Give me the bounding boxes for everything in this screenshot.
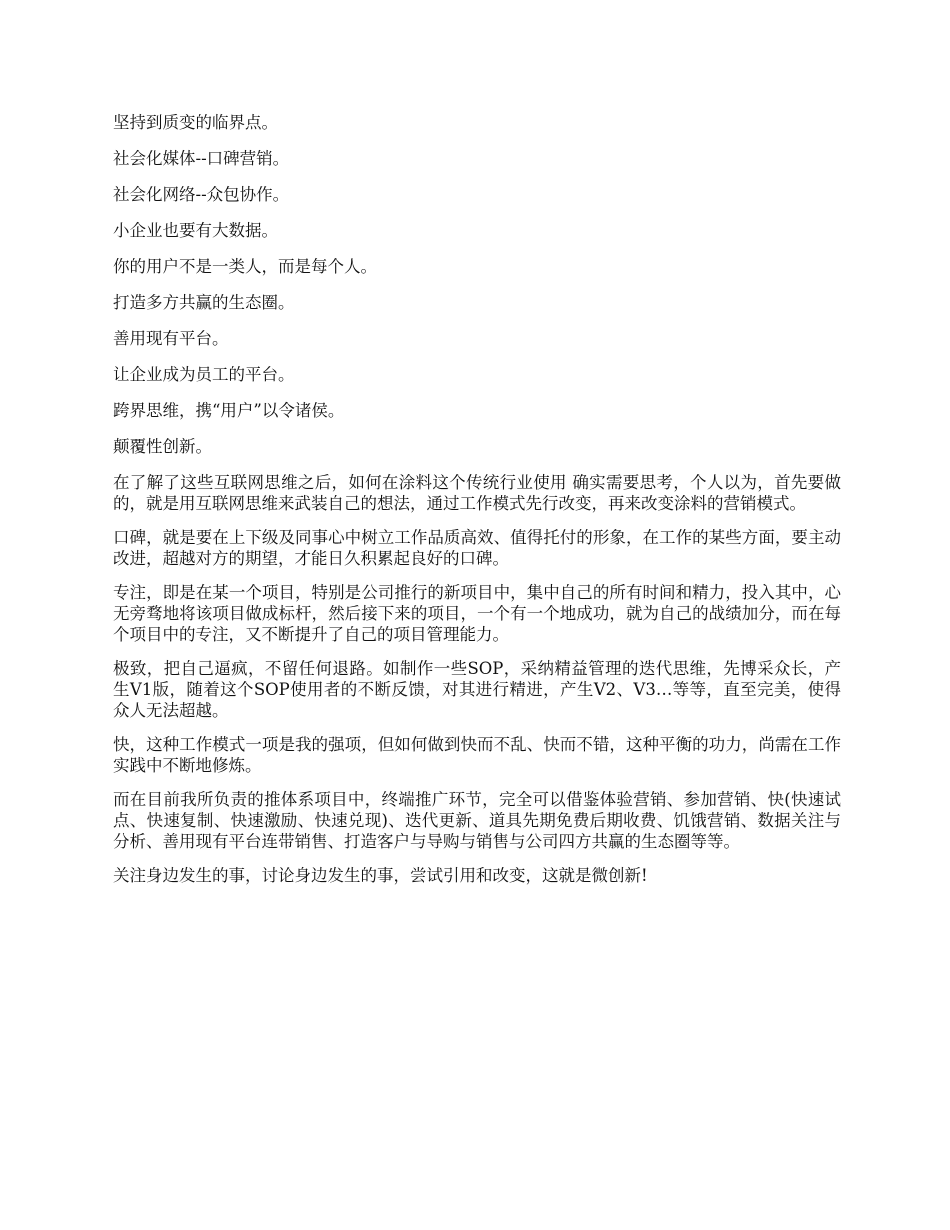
paragraph-4: 小企业也要有大数据。: [113, 221, 278, 240]
paragraph-10: 颠覆性创新。: [113, 437, 212, 456]
paragraph-9: 跨界思维，携“用户”以令诸侯。: [113, 401, 345, 420]
paragraph-8: 让企业成为员工的平台。: [113, 365, 295, 384]
paragraph-12: 口碑，就是要在上下级及同事心中树立工作品质高效、值得托付的形象，在工作的某些方面，要主动改进，超越对方的期望，才能日久积累起良好的口碑。: [113, 528, 841, 568]
paragraph-5: 你的用户不是一类人，而是每个人。: [113, 257, 377, 276]
document-body: [113, 112, 841, 899]
paragraph-1: 坚持到质变的临界点。: [113, 113, 278, 132]
paragraph-13: 专注，即是在某一个项目，特别是公司推行的新项目中，集中自己的所有时间和精力，投入其中，心无旁骛地将该项目做成标杆，然后接下来的项目，一个有一个地成功，就为自己的战绩加分，而在每个项目中的专注，又不断提升了自己的项目管理能力。: [113, 583, 841, 644]
paragraph-6: 打造多方共赢的生态圈。: [113, 293, 295, 312]
paragraph-16: 而在目前我所负责的推体系项目中，终端推广环节，完全可以借鉴体验营销、参加营销、快(快速试点、快速复制、快速激励、快速兑现)、迭代更新、道具先期免费后期收费、饥饿营销、数据关注与分析、善用现有平台连带销售、打造客户与导购与销售与公司四方共赢的生态圈等等。: [113, 790, 841, 851]
paragraph-7: 善用现有平台。: [113, 329, 229, 348]
paragraph-2: 社会化媒体--口碑营销。: [113, 149, 290, 168]
paragraph-11: 在了解了这些互联网思维之后，如何在涂料这个传统行业使用 确实需要思考，个人以为，首先要做的，就是用互联网思维来武装自己的想法，通过工作模式先行改变，再来改变涂料的营销模式。: [113, 473, 841, 513]
paragraph-17: 关注身边发生的事，讨论身边发生的事，尝试引用和改变，这就是微创新!: [113, 866, 648, 885]
paragraph-3: 社会化网络--众包协作。: [113, 185, 290, 204]
paragraph-14: 极致，把自己逼疯，不留任何退路。如制作一些SOP，采纳精益管理的迭代思维，先博采众长，产生V1版，随着这个SOP使用者的不断反馈，对其进行精进，产生V2、V3…等等，直至完美，使得众人无法超越。: [113, 659, 841, 720]
paragraph-15: 快，这种工作模式一项是我的强项，但如何做到快而不乱、快而不错，这种平衡的功力，尚需在工作实践中不断地修炼。: [113, 735, 841, 775]
